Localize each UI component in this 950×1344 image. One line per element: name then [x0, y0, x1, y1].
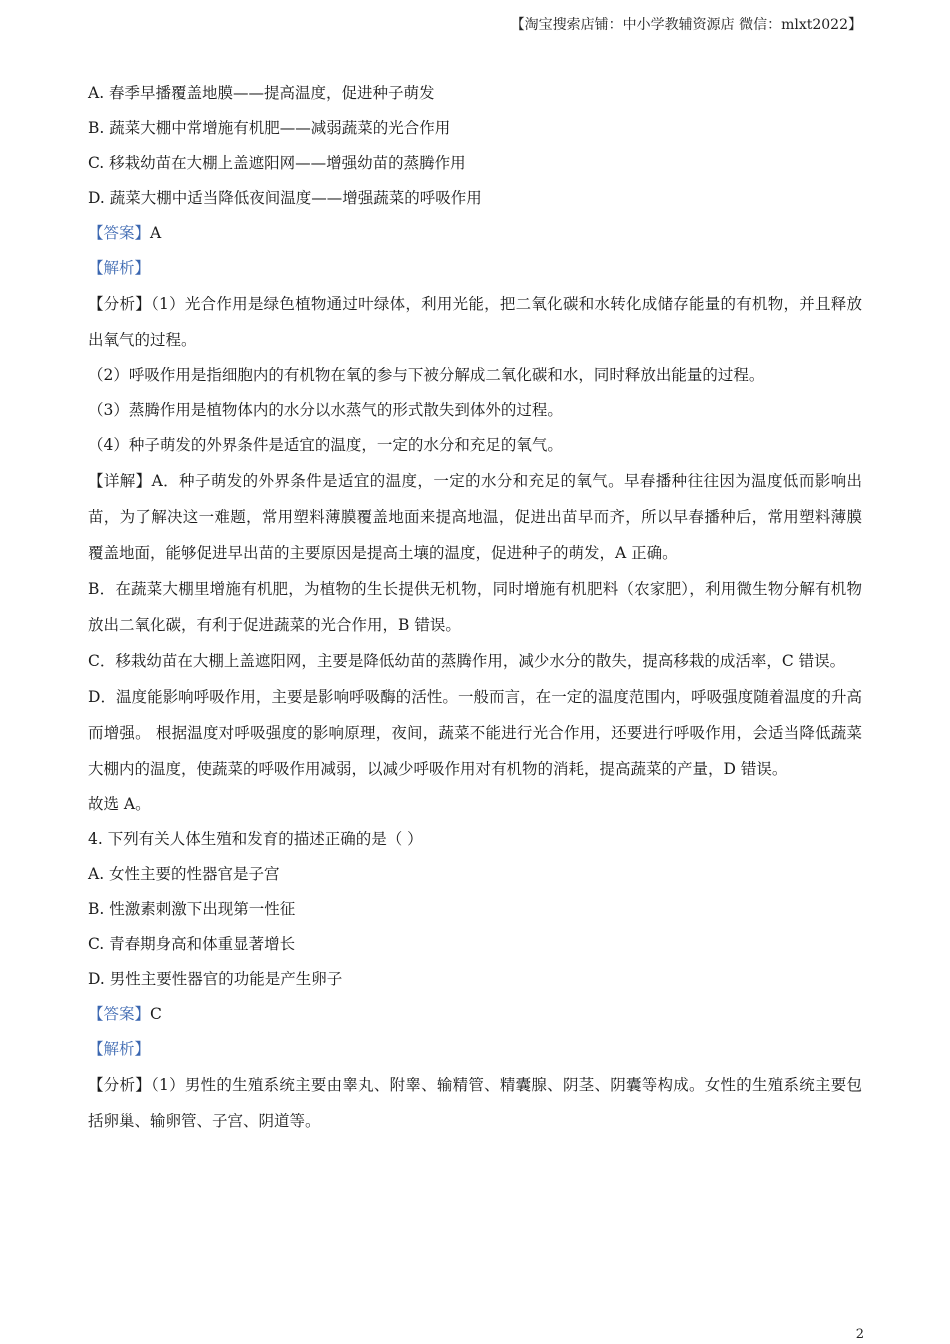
analysis-tag: 【解析】 [88, 259, 151, 277]
option-c: C. 移栽幼苗在大棚上盖遮阳网——增强幼苗的蒸腾作用 [88, 154, 466, 172]
q4-analysis-tag: 【解析】 [88, 1040, 151, 1058]
q4-option-a: A. 女性主要的性器官是子宫 [88, 865, 280, 883]
detail-paragraph-a [88, 463, 862, 571]
q4-fenxi-paragraph [88, 1067, 862, 1139]
fenxi-tag: 【分析】 [88, 295, 152, 313]
document-body [88, 76, 862, 1139]
detail-paragraph-d: D．温度能影响呼吸作用，主要是影响呼吸酶的活性。一般而言，在一定的温度范围内，呼吸强度随着温度的升高而增强。 根据温度对呼吸强度的影响原理，夜间，蔬菜不能进行光合作用，还要进行呼吸作用，会适当降低蔬菜大棚内的温度，使蔬菜的呼吸作用减弱，以减少呼吸作用对有机物的消耗，提高蔬菜的产量，D 错误。 [88, 688, 862, 778]
analysis-point: （2）呼吸作用是指细胞内的有机物在氧的参与下被分解成二氧化碳和水，同时释放出能量的过程。 [88, 366, 765, 384]
detail-paragraph-b: B．在蔬菜大棚里增施有机肥，为植物的生长提供无机物，同时增施有机肥料（农家肥），利用微生物分解有机物放出二氧化碳，有利于促进蔬菜的光合作用，B 错误。 [88, 580, 862, 634]
question-4: 4. 下列有关人体生殖和发育的描述正确的是（ ） [88, 830, 423, 848]
page-number: 2 [855, 1327, 864, 1342]
option-a: A. 春季早播覆盖地膜——提高温度，促进种子萌发 [88, 84, 435, 102]
page-header: 【淘宝搜索店铺：中小学教辅资源店 微信：mlxt2022】 [510, 17, 862, 33]
q4-answer-line [88, 997, 862, 1032]
q4-option-b: B. 性激素刺激下出现第一性征 [88, 900, 296, 918]
q4-analysis-heading [88, 1032, 862, 1067]
fenxi-paragraph [88, 286, 862, 358]
option-b: B. 蔬菜大棚中常增施有机肥——减弱蔬菜的光合作用 [88, 119, 451, 137]
q4-fenxi-tag: 【分析】 [88, 1076, 152, 1094]
option-d: D. 蔬菜大棚中适当降低夜间温度——增强蔬菜的呼吸作用 [88, 189, 482, 207]
q4-answer-value: C [150, 1005, 162, 1023]
detail-paragraph-c: C．移栽幼苗在大棚上盖遮阳网，主要是降低幼苗的蒸腾作用，减少水分的散失，提高移栽的成活率，C 错误。 [88, 652, 846, 670]
detail-text-a: A．种子萌发的外界条件是适宜的温度，一定的水分和充足的氧气。早春播种往往因为温度低而影响出苗，为了解决这一难题，常用塑料薄膜覆盖地面来提高地温，促进出苗早而齐，所以早春播种后，常用塑料薄膜覆盖地面，能够促进早出苗的主要原因是提高土壤的温度，促进种子的萌发，A 正确。 [88, 472, 862, 562]
q4-fenxi-text: （1）男性的生殖系统主要由睾丸、附睾、输精管、精囊腺、阴茎、阴囊等构成。女性的生殖系统主要包括卵巢、输卵管、子宫、阴道等。 [88, 1076, 862, 1130]
q4-option-c: C. 青春期身高和体重显著增长 [88, 935, 296, 953]
answer-tag: 【答案】 [88, 224, 151, 242]
answer-line [88, 216, 862, 251]
fenxi-text: （1）光合作用是绿色植物通过叶绿体，利用光能，把二氧化碳和水转化成储存能量的有机物，并且释放出氧气的过程。 [88, 295, 862, 349]
answer-value: A [150, 224, 162, 242]
q4-option-d: D. 男性主要性器官的功能是产生卵子 [88, 970, 343, 988]
q4-answer-tag: 【答案】 [88, 1005, 151, 1023]
detail-tag: 【详解】 [88, 472, 152, 490]
conclusion: 故选 A。 [88, 795, 151, 813]
analysis-point: （3）蒸腾作用是植物体内的水分以水蒸气的形式散失到体外的过程。 [88, 401, 563, 419]
analysis-point: （4）种子萌发的外界条件是适宜的温度，一定的水分和充足的氧气。 [88, 436, 563, 454]
analysis-heading [88, 251, 862, 286]
